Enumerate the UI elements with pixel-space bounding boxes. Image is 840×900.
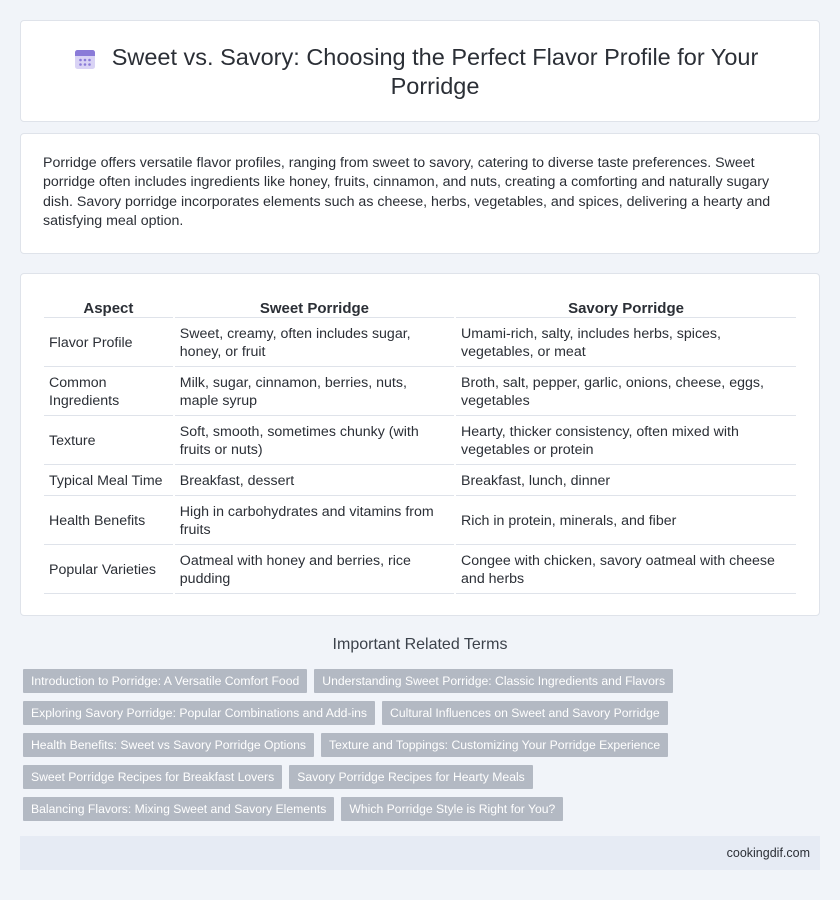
site-name[interactable]: cookingdif.com [726,846,810,860]
cell-aspect: Flavor Profile [44,320,173,367]
title-card [20,20,820,122]
page-title: Sweet vs. Savory: Choosing the Perfect Flavor Profile for Your Porridge [111,44,759,99]
cell-sweet: Milk, sugar, cinnamon, berries, nuts, maple syrup [175,369,454,416]
related-terms-heading: Important Related Terms [332,636,508,653]
cell-savory: Rich in protein, minerals, and fiber [456,498,796,545]
cell-sweet: High in carbohydrates and vitamins from fruits [175,498,454,545]
comparison-table-card [20,273,820,616]
table-header-row [44,296,796,318]
table-row [44,369,796,416]
cell-savory: Broth, salt, pepper, garlic, onions, cheese, eggs, vegetables [456,369,796,416]
cell-sweet: Soft, smooth, sometimes chunky (with fruits or nuts) [175,418,454,465]
table-row [44,467,796,496]
header-aspect: Aspect [44,296,173,318]
cell-sweet: Oatmeal with honey and berries, rice pudding [175,547,454,594]
related-term-tag[interactable]: Cultural Influences on Sweet and Savory Porridge [382,701,668,725]
intro-card [20,133,820,254]
cell-sweet: Breakfast, dessert [175,467,454,496]
header-sweet: Sweet Porridge [175,296,454,318]
cell-savory: Umami-rich, salty, includes herbs, spices, vegetables, or meat [456,320,796,367]
header-savory: Savory Porridge [456,296,796,318]
cell-savory: Hearty, thicker consistency, often mixed with vegetables or protein [456,418,796,465]
cell-aspect: Typical Meal Time [44,467,173,496]
related-term-tag[interactable]: Health Benefits: Sweet vs Savory Porridge Options [23,733,314,757]
cell-aspect: Common Ingredients [44,369,173,416]
table-row [44,320,796,367]
related-term-tag[interactable]: Balancing Flavors: Mixing Sweet and Savory Elements [23,797,334,821]
intro-paragraph: Porridge offers versatile flavor profiles, ranging from sweet to savory, catering to diverse taste preferences. Sweet porridge often includes ingredients like honey, fruits, cinnamon, and nuts, creating a comforting and naturally sugary dish. Savory porridge incorporates elements such as cheese, herbs, vegetables, and spices, delivering a hearty and satisfying meal option. [43,155,771,229]
cell-savory: Congee with chicken, savory oatmeal with cheese and herbs [456,547,796,594]
related-term-tag[interactable]: Exploring Savory Porridge: Popular Combinations and Add-ins [23,701,375,725]
comparison-table [42,294,798,596]
related-term-tag[interactable]: Understanding Sweet Porridge: Classic Ingredients and Flavors [314,669,673,693]
related-term-tag[interactable]: Texture and Toppings: Customizing Your Porridge Experience [321,733,668,757]
related-term-tag[interactable]: Which Porridge Style is Right for You? [341,797,563,821]
related-term-tag[interactable]: Sweet Porridge Recipes for Breakfast Lovers [23,765,282,789]
related-terms-list [23,669,813,829]
table-row [44,547,796,594]
cell-sweet: Sweet, creamy, often includes sugar, honey, or fruit [175,320,454,367]
table-row [44,498,796,545]
related-term-tag[interactable]: Savory Porridge Recipes for Hearty Meals [289,765,533,789]
cell-aspect: Health Benefits [44,498,173,545]
cell-aspect: Popular Varieties [44,547,173,594]
footer [20,836,820,870]
cell-aspect: Texture [44,418,173,465]
related-term-tag[interactable]: Introduction to Porridge: A Versatile Comfort Food [23,669,307,693]
table-row [44,418,796,465]
cell-savory: Breakfast, lunch, dinner [456,467,796,496]
